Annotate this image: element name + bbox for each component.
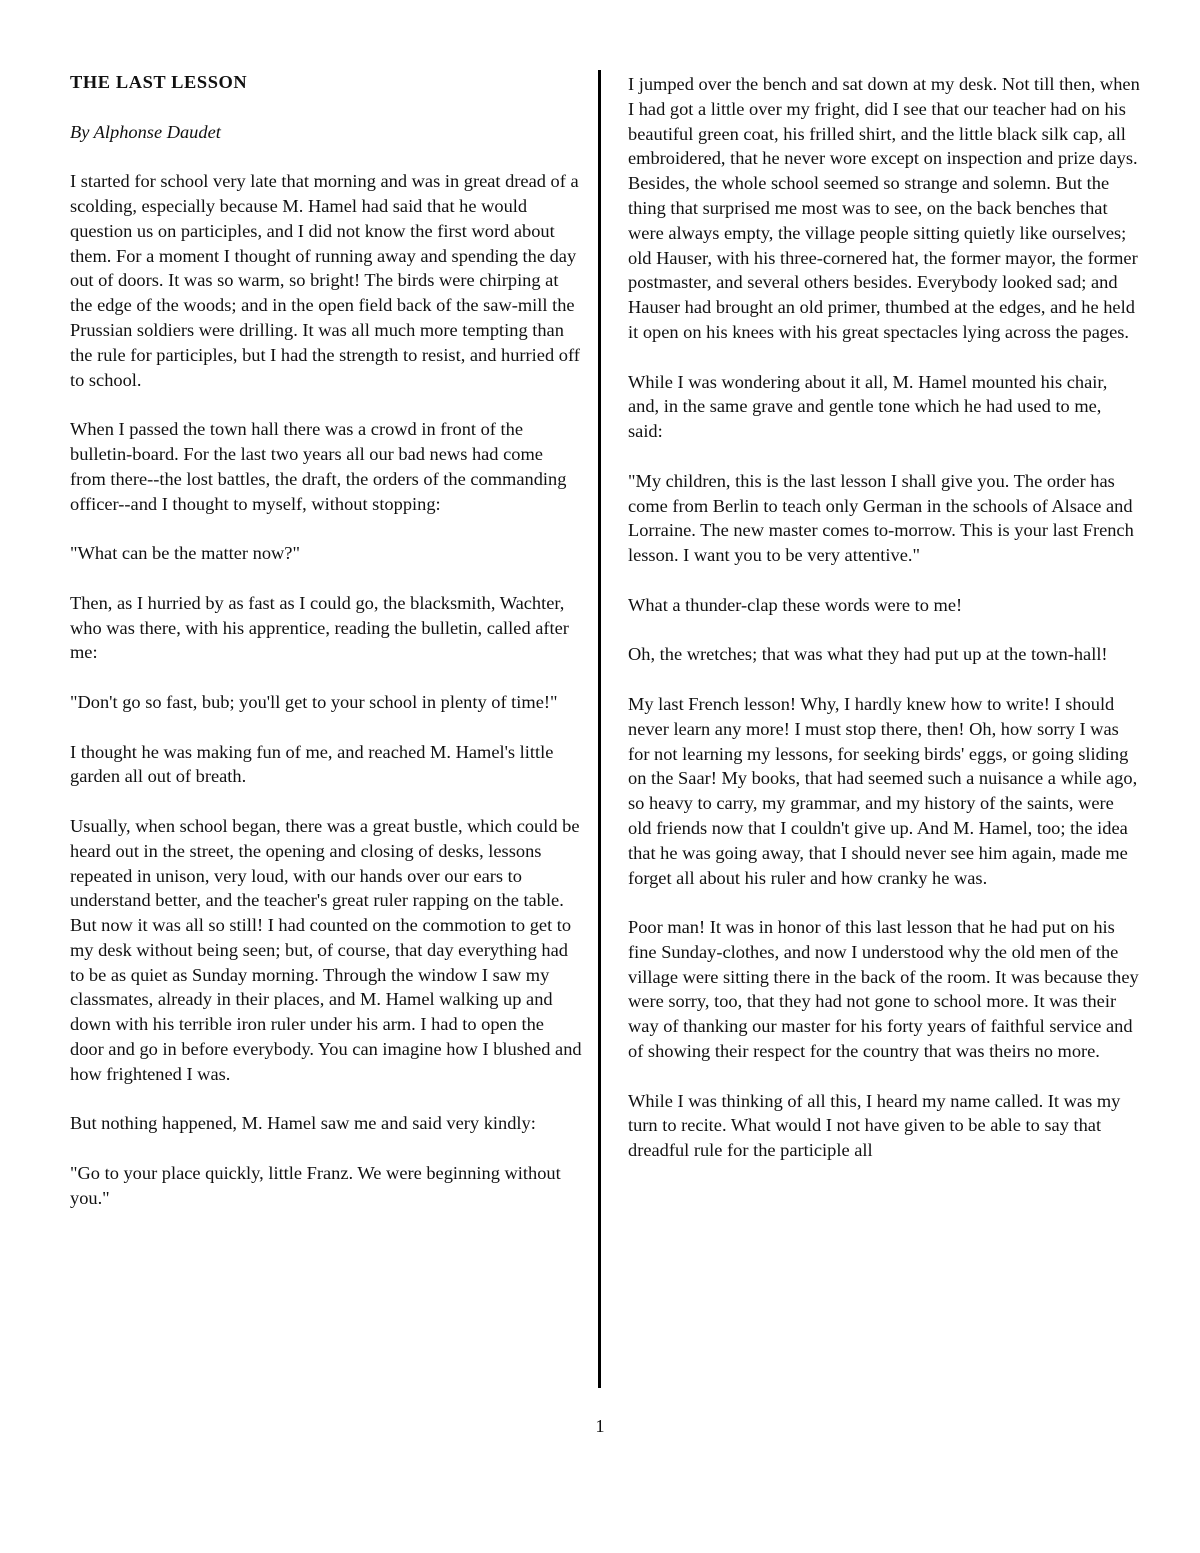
paragraph: "My children, this is the last lesson I shall give you. The order has come from Berlin to teach only German in the schools of Alsace and Lorraine. The new master comes to-morrow. This is your last French lesson. I want you to be very attentive." <box>628 470 1134 566</box>
paragraph: I thought he was making fun of me, and reached M. Hamel's little garden all out of breath. <box>70 741 554 787</box>
right-column <box>628 72 1140 1163</box>
paragraph: While I was wondering about it all, M. Hamel mounted his chair, and, in the same grave and gentle tone which he had used to me, said: <box>628 371 1108 442</box>
page-number: 1 <box>595 1416 605 1436</box>
paragraph: Then, as I hurried by as fast as I could go, the blacksmith, Wachter, who was there, with his apprentice, reading the bulletin, called after me: <box>70 592 569 663</box>
column-divider <box>598 70 601 1388</box>
paragraph: When I passed the town hall there was a crowd in front of the bulletin-board. For the last two years all our bad news had come from there--the lost battles, the draft, the orders of the commanding officer--and I thought to myself, without stopping: <box>70 419 567 514</box>
author-byline: By Alphonse Daudet <box>70 121 221 142</box>
paragraph: Oh, the wretches; that was what they had put up at the town-hall! <box>628 644 1108 665</box>
paragraph: I started for school very late that morning and was in great dread of a scolding, especially because M. Hamel had said that he would question us on participles, and I did not know the first word about them. For a moment I thought of running away and spending the day out of doors. It was so warm, so bright! The birds were chirping at the edge of the woods; and in the open field back of the saw-mill the Prussian soldiers were drilling. It was all much more tempting than the rule for participles, but I had the strength to resist, and hurried off to school. <box>70 171 580 390</box>
paragraph: While I was thinking of all this, I heard my name called. It was my turn to recite. What would I not have given to be able to say that dreadful rule for the participle all <box>628 1090 1121 1161</box>
paragraph: "Don't go so fast, bub; you'll get to your school in plenty of time!" <box>70 691 558 712</box>
story-title: THE LAST LESSON <box>70 72 248 92</box>
paragraph: Usually, when school began, there was a great bustle, which could be heard out in the street, the opening and closing of desks, lessons repeated in unison, very loud, with our hands over our ears to understand better, and the teacher's great ruler rapping on the table. But now it was all so still! I had counted on the commotion to get to my desk without being seen; but, of course, that day everything had to be as quiet as Sunday morning. Through the window I saw my classmates, already in their places, and M. Hamel walking up and down with his terrible iron ruler under his arm. I had to open the door and go in before everybody. You can imagine how I blushed and how frightened I was. <box>70 815 582 1084</box>
paragraph: "Go to your place quickly, little Franz. We were beginning without you." <box>70 1163 561 1208</box>
paragraph: What a thunder-clap these words were to me! <box>628 594 963 615</box>
paragraph: Poor man! It was in honor of this last lesson that he had put on his fine Sunday-clothes, and now I understood why the old men of the village were sitting there in the back of the room. It was because they were sorry, too, that they had not gone to school more. It was their way of thanking our master for his forty years of faithful service and of showing their respect for the country that was theirs no more. <box>628 917 1139 1062</box>
paragraph: "What can be the matter now?" <box>70 543 300 564</box>
left-column <box>70 70 582 1211</box>
paragraph: I jumped over the bench and sat down at my desk. Not till then, when I had got a little over my fright, did I see that our teacher had on his beautiful green coat, his frilled shirt, and the little black silk cap, all embroidered, that he never wore except on inspection and prize days. Besides, the whole school seemed so strange and solemn. But the thing that surprised me most was to see, on the back benches that were always empty, the village people sitting quietly like ourselves; old Hauser, with his three-cornered hat, the former mayor, the former postmaster, and several others besides. Everybody looked sad; and Hauser had brought an old primer, thumbed at the edges, and he held it open on his knees with his great spectacles lying across the pages. <box>628 74 1140 342</box>
paragraph: My last French lesson! Why, I hardly knew how to write! I should never learn any more! I must stop there, then! Oh, how sorry I was for not learning my lessons, for seeking birds' eggs, or going sliding on the Saar! My books, that had seemed such a nuisance a while ago, so heavy to carry, my grammar, and my history of the saints, were old friends now that I couldn't give up. And M. Hamel, too; the idea that he was going away, that I should never see him again, made me forget all about his ruler and how cranky he was. <box>628 693 1138 888</box>
paragraph: But nothing happened, M. Hamel saw me and said very kindly: <box>70 1113 536 1134</box>
